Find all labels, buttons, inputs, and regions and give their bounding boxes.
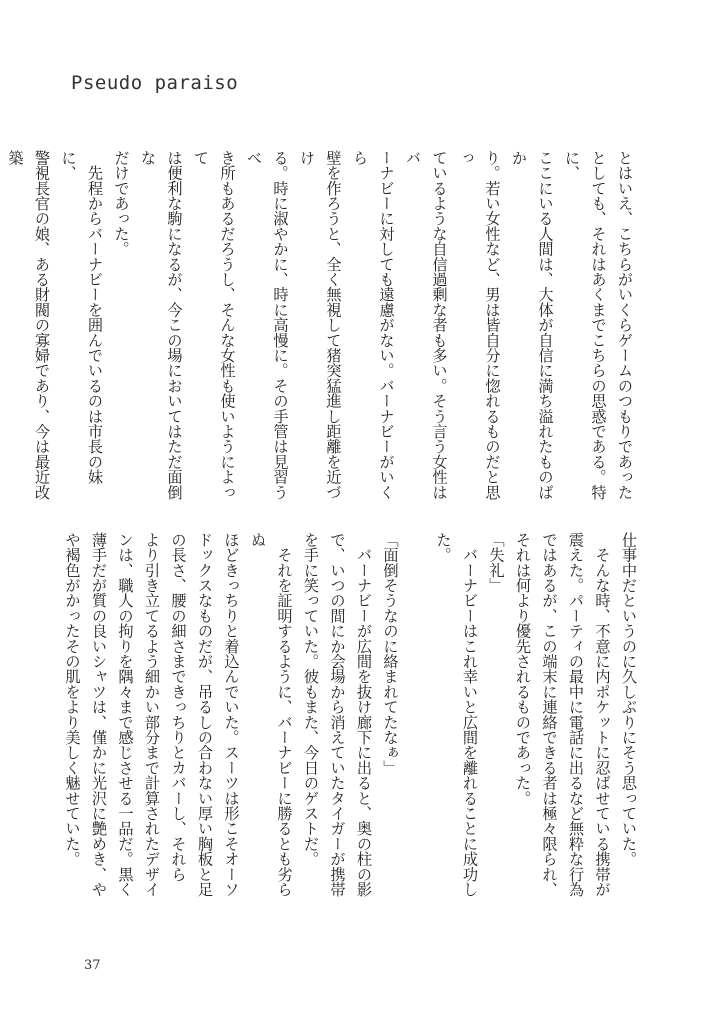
text-line: 仕事中だというのに久しぶりにそう思っていた。 (620, 532, 638, 867)
text-line: としても、それはあくまでこちらの思惑である。特に、 (563, 150, 608, 500)
text-line: 先程からバーナビーを囲んでいるのは市長の妹に、 (59, 150, 104, 485)
text-line: ーナビーに対しても遠慮がない。バーナビーがいくら (351, 150, 396, 500)
text-line: ドックスなものだが、吊るしの合わない厚い胸板と足 (196, 532, 214, 897)
text-line: とはいえ、こちらがいくらゲームのつもりであった (616, 150, 634, 500)
text-line: ンは、職人の拘りを隅々まで感じさせる一品だ。黒く (116, 532, 135, 897)
text-line: き所もあるだろうし、そんな女性も使いようによって (192, 150, 237, 500)
page-number: 37 (84, 958, 101, 973)
text-line: 「面倒そうなのに絡まれてたなぁ」 (381, 532, 400, 776)
text-line: を手に笑っていた。彼もまた、今日のゲストだ。 (302, 532, 320, 867)
text-line: た。 (434, 532, 453, 563)
text-line: 「失礼」 (487, 532, 506, 593)
text-line: バーナビーはこれ幸いと広間を離れることに成功し (461, 532, 479, 897)
text-line: り。若い女性など、男は皆自分に惚れるものだと思っ (457, 150, 502, 500)
text-line: は便利な駒になるが、今この場においてはただ面倒な (139, 150, 184, 500)
text-line: ここにいる人間は、大体が自信に満ち溢れたものばか (510, 150, 555, 500)
text-block-upper (6, 150, 638, 505)
text-line: 震えた。パーティの最中に電話に出るなど無粋な行為 (567, 532, 585, 897)
text-line: バーナビーが広間を抜け廊下に出ると、奥の柱の影 (355, 532, 373, 897)
text-line: で、いつの間にか会場から消えていたタイガーが携帯 (328, 532, 347, 897)
text-line: それは何より優先されるものであった。 (514, 532, 532, 806)
text-line: や褐色がかったその肌をより美しく魅せていた。 (63, 532, 82, 867)
text-line: より引き立てるよう細かい部分まで計算されたデザイ (143, 532, 161, 897)
text-line: 薄手だが質の良いシャツは、僅かに光沢に艶めき、や (90, 532, 108, 897)
running-header: Pseudo paraiso (71, 72, 239, 94)
text-line: ではあるが、この端末に連絡できる者は極々限られ、 (540, 532, 559, 897)
text-line (0, 150, 2, 505)
text-block-lower (63, 532, 642, 902)
text-line: ほどきっちりと着込んでいた。スーツは形こそオーソ (222, 532, 241, 897)
text-line: ているような自信過剰な者も多い。そう言う女性はバ (404, 150, 449, 500)
text-line: 壁を作ろうと、全く無視して猪突猛進し距離を近づけ (298, 150, 343, 500)
text-line (404, 532, 431, 902)
text-line: そんな時、不意に内ポケットに忍ばせている携帯が (593, 532, 612, 897)
text-line: の長さ、腰の細さまできっちりとカバーし、それら (169, 532, 188, 882)
text-line: 警視長官の娘、ある財閥の寡婦であり、今は最近改築 (6, 150, 51, 500)
text-line: だけであった。 (112, 150, 131, 257)
text-line: る。時に淑やかに、時に高慢に。その手管は見習うべ (245, 150, 290, 500)
text-line: それを証明するように、バーナビーに勝るとも劣らぬ (249, 532, 294, 897)
